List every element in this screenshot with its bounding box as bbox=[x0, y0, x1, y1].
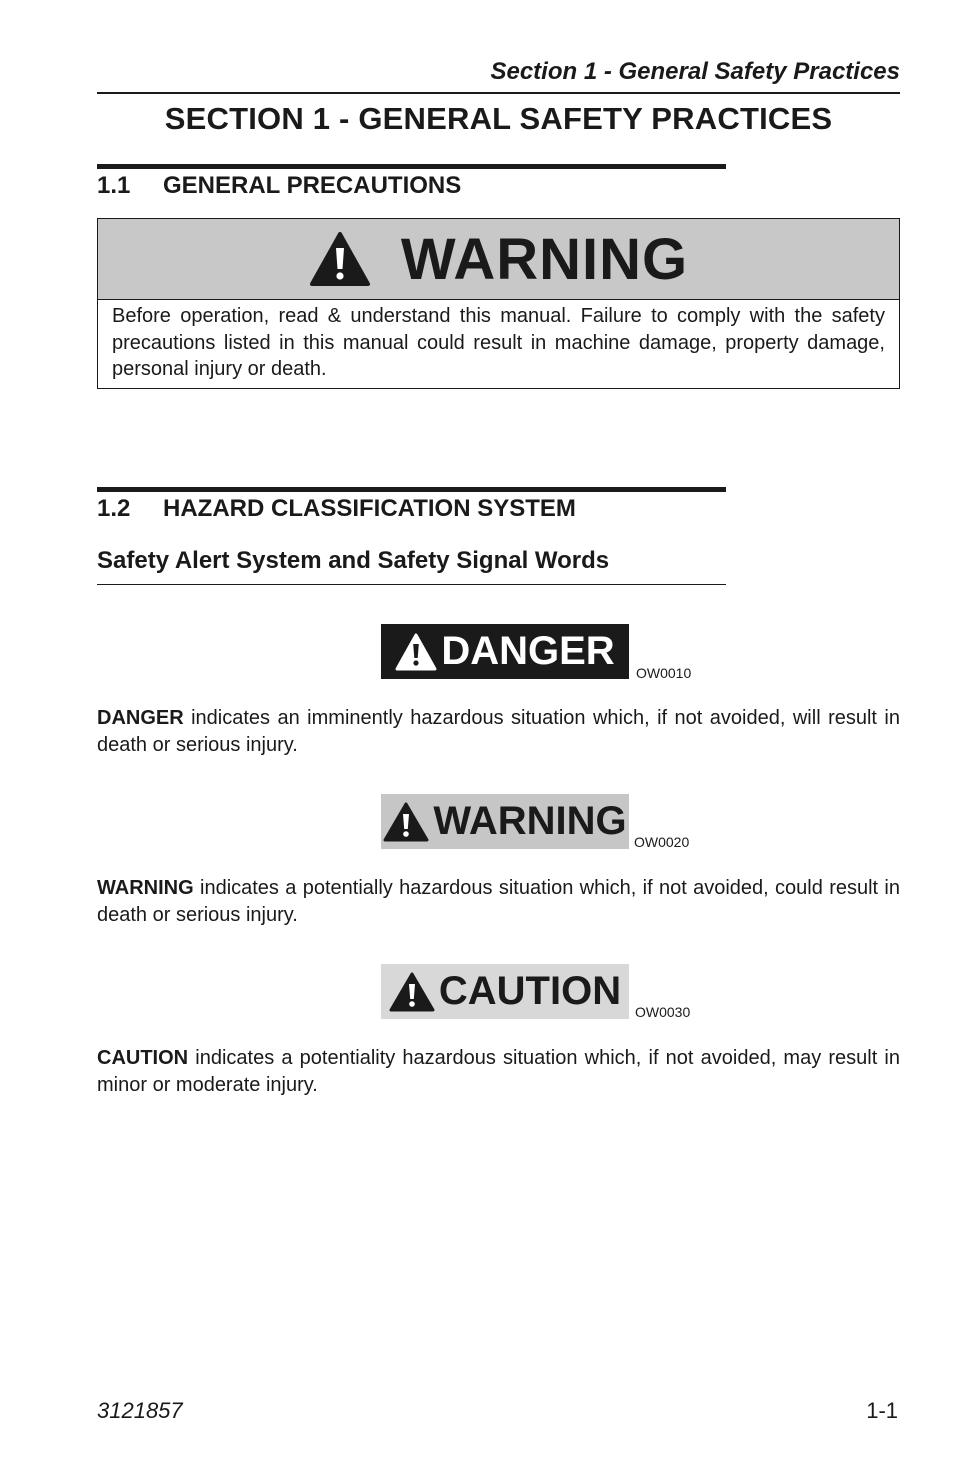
section-title: SECTION 1 - GENERAL SAFETY PRACTICES bbox=[164, 101, 833, 136]
warning-triangle-icon bbox=[383, 802, 429, 842]
warning-banner-word: WARNING bbox=[400, 226, 689, 292]
signal-description: indicates a potentiality hazardous situation which, if not avoided, may result in minor or moderate injury. bbox=[97, 1047, 900, 1096]
signal-term: DANGER bbox=[97, 707, 184, 729]
signal-description: indicates an imminently hazardous situation which, if not avoided, will result in death or serious injury. bbox=[97, 707, 900, 756]
warning-text: Before operation, read & understand this manual. Failure to comply with the safety precautions listed in this manual could result in machine damage, property damage, personal injury or death. bbox=[112, 305, 885, 380]
signal-term: WARNING bbox=[97, 877, 194, 899]
caution-description bbox=[97, 1045, 900, 1099]
warning-signal-label bbox=[381, 794, 629, 849]
caution-signal-label bbox=[381, 964, 629, 1019]
signal-word: DANGER bbox=[441, 629, 615, 673]
signal-description: indicates a potentially hazardous situation which, if not avoided, could result in death or serious injury. bbox=[97, 877, 900, 926]
figure-code: OW0030 bbox=[635, 1004, 691, 1020]
general-warning-box bbox=[97, 218, 900, 389]
warning-banner bbox=[98, 219, 899, 300]
figure-code: OW0010 bbox=[636, 665, 692, 681]
section-rule bbox=[97, 164, 726, 169]
signal-word: WARNING bbox=[433, 799, 627, 843]
subsection-number: 1.1 bbox=[97, 172, 131, 199]
footer-page-number: 1-1 bbox=[866, 1398, 898, 1423]
subsection-heading-1-2 bbox=[97, 495, 576, 523]
warning-triangle-icon bbox=[389, 972, 435, 1012]
warning-triangle-icon bbox=[395, 633, 437, 671]
running-header: Section 1 - General Safety Practices bbox=[97, 58, 900, 94]
footer-doc-number: 3121857 bbox=[97, 1398, 183, 1423]
danger-description bbox=[97, 705, 900, 759]
subheading: Safety Alert System and Safety Signal Words bbox=[97, 547, 726, 585]
signal-word: CAUTION bbox=[438, 969, 622, 1013]
subsection-number: 1.2 bbox=[97, 495, 131, 522]
signal-term: CAUTION bbox=[97, 1047, 189, 1069]
subsection-heading-1-1 bbox=[97, 172, 461, 200]
figure-code: OW0020 bbox=[634, 834, 690, 850]
warning-description bbox=[97, 875, 900, 929]
section-rule bbox=[97, 487, 726, 492]
subsection-title: HAZARD CLASSIFICATION SYSTEM bbox=[163, 495, 576, 522]
warning-triangle-icon bbox=[309, 231, 371, 287]
subsection-title: GENERAL PRECAUTIONS bbox=[163, 172, 462, 199]
danger-signal-label bbox=[381, 624, 629, 679]
